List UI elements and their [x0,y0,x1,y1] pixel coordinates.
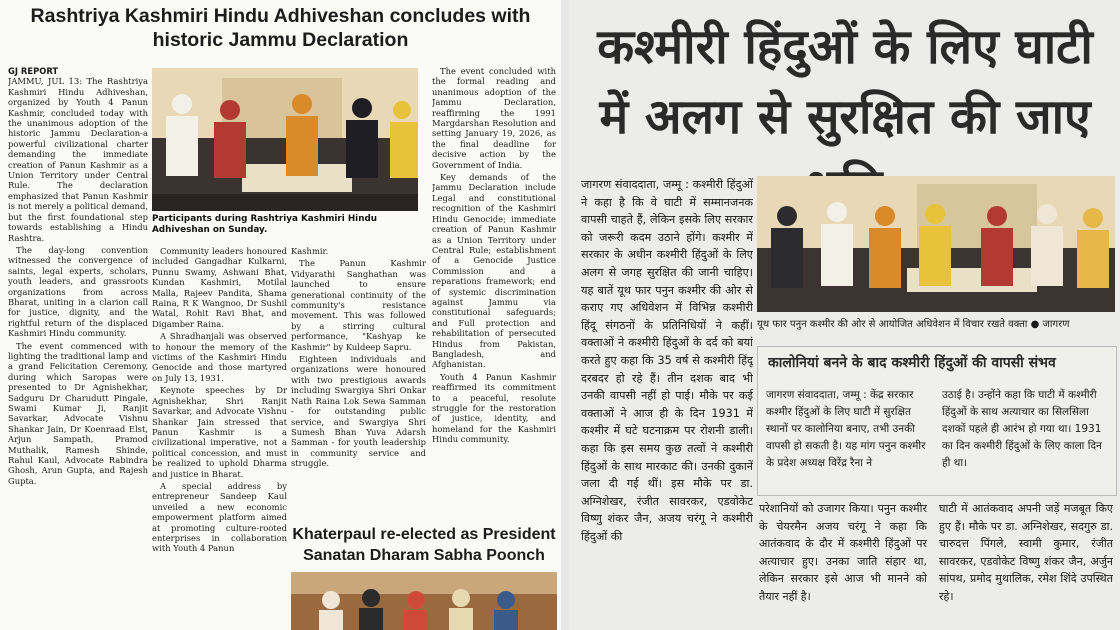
hindi-side-box [757,346,1117,496]
english-column-3 [291,246,426,520]
paragraph: The day-long convention witnessed the convergence of saints, legal experts, scholars, youth leaders, and grassroots organizations from across Bharat, uniting in a clarion call for justice, dignity, and the rightful return of the displaced Kashmiri Hindu community. [8,244,148,339]
english-column-4 [432,66,556,520]
poonch-photo [291,572,557,630]
paragraph: Community leaders honoured included Gangadhar Kulkarni, Punnu Swamy, Ashwani Bhat, Kundan Kashmiri, Motilal Malla, Rajeev Pandita, Shama Raina, R K Wangnoo, Dr Sushil Watal, Rohit Ravi Bhat, and Digamber Raina. [152,246,287,329]
event-photo [152,68,418,211]
paragraph: A Shradhanjali was observed to honour the memory of the victims of the Kashmiri Hindu Genocide and those martyred on July 13, 1931. [152,331,287,383]
group-illustration [291,572,557,630]
english-column-1 [8,66,148,626]
hindi-clipping [569,0,1120,630]
english-sub-headline: Khaterpaul re-elected as President Sanatan Dharam Sabha Poonch [292,526,556,564]
paragraph: Kashmir. [291,246,329,256]
hindi-bottom-column-1: परेशानियों को उजागर किया। पनुन कश्मीर के चेयरमैन अजय चरंगू ने कहा कि आतंकवाद के दौर में कश्मीरी हिंदुओं पर अत्याचार हुए। उनका जाति संहार था, लेकिन सरकार इसे आज भी मानने को तैयार नहीं है। [759,502,927,603]
paragraph: JAMMU, JUL 13: The Rashtriya Kashmiri Hindu Adhiveshan, organized by Youth 4 Panun Kashmir, concluded today with the unanimous adoption of the historic Jammu Declaration-a powerful civilizational charter demanding the immediate creation of Panun Kashmir as a Union Territory under Central Rule. The declaration emphasized that Panun Kashmir is not merely a political demand, but the first foundational step towards establishing a Hindu Rashtra. [8,76,148,243]
paragraph: The Panun Kashmir Vidyarathi Sanghathan was launched to ensure generational continuity of the community's resistance movement. This was followed by a stirring cultural performance, "Kashyap ke Kashmir" by Kuldeep Sapru. [291,258,426,352]
divider [561,0,569,630]
hindi-column-1 [581,176,753,630]
paragraph: The event concluded with the formal reading and unanimous adoption of the Jammu Declaration, reaffirming the 1991 Margdarshan Resolution and setting January 19, 2026, as the final deadline for decisive action by the Government of India. [432,66,556,170]
paragraph: Youth 4 Panun Kashmir reaffirmed its commitment to a peaceful, resolute struggle for the restoration of justice, identity, and homeland for the Kashmiri Hindu community. [432,371,556,445]
stage-illustration [152,68,418,211]
paragraph: Eighteen individuals and organizations were honoured with two prestigious awards including Swargiya Shri Onkar Nath Raina Lok Sewa Samman - for outstanding public service, and Swargiya Shri Sumesh Bhan Yuva Adarsh Samman - for youth leadership in community service and struggle. [291,354,426,469]
hindi-headline: कश्मीरी हिंदुओं के लिए घाटी में अलग से सुरक्षित की जाए [597,19,1093,145]
paragraph: The event commenced with lighting the traditional lamp and a grand Felicitation Ceremony, during which Saropas were presented to Dr Agnishekhar, Sadguru Dr Charudutt Pingale, Swami Kumar Ji, Ranjit Savarkar, Advocate Vishnu Shankar Jain, Dr Koenraad Elst, Arjun Sampath, Pramod Muthalik, Ramesh Shinde, Rahul Kaul, Advocate Rabindra Ghosh, Arun Gupta, and Rajesh Gupta. [8,340,148,486]
english-column-2 [152,246,287,626]
paragraph: Keynote speeches by Dr Agnishekhar, Shri Ranjit Savarkar, and Advocate Vishnu Shankar Jain stressed that Panun Kashmir is a civilizational imperative, not a political concession, and must be realized to uphold Dharma and justice in Bharat. [152,385,287,479]
paragraph: A special address by entrepreneur Sandeep Kaul unveiled a new economic empowerment platform aimed at promoting culture-rooted enterprises in collaboration with Youth 4 Panun [152,480,287,554]
english-photo-caption: Participants during Rashtriya Kashmiri Hindu Adhiveshan on Sunday. [152,214,378,235]
hindi-event-photo [757,176,1115,312]
english-headline: Rashtriya Kashmiri Hindu Adhiveshan concludes with historic Jammu Declaration [30,5,531,51]
stage-illustration [757,176,1115,312]
paragraph: जागरण संवाददाता, जम्मू : कश्मीरी हिंदुओं ने कहा है कि वे घाटी में सम्मानजनक वापसी चाहते हैं, लेकिन इसके लिए सरकार को जरूरी कदम उठाने होंगे। कश्मीर में सरकार के अधीन कश्मीरी हिंदुओं के लिए अलग से जगह सुरक्षित की जानी चाहिए। यह बातें यूथ फार पनुन कश्मीर की ओर से कराए गए अधिवेशन में विभिन्न कश्मीरी हिंदू संगठनों के प्रतिनिधियों ने कहीं। वक्ताओं ने कश्मीरी हिंदुओं के दर्द को बयां करते हुए कहा कि 35 वर्ष से कश्मीरी हिंदू दरबदर हो रहे हैं। तीन दशक बाद भी उनकी वापसी नहीं हो पाई। मौके पर कई वक्ताओं ने आज ही के दिन 1931 में कश्मीर में घटे घटनाक्रम पर रोशनी डाली। कहा कि इस समय कुछ तत्वों ने कश्मीरी हिंदुओं के साथ मारकाट की। उनकी दुकानें जला दी गई थीं। इस मौके पर डा. अग्निशेखर, रंजीत सावरकर, एडवोकेट विष्णु शंकर जैन, अजय चरंगू ने कश्मीरी हिंदुओं की [581,178,753,543]
hindi-bottom-column-2: घाटी में आतंकवाद अपनी जड़ें मजबूत किए हुए हैं। मौके पर डा. अग्निशेखर, सदगुरु डा. चारुदत्त पिंगले, स्वामी कुमार, रंजीत सावरकर, एडवोकेट विष्णु शंकर जैन, अर्जुन सांपथ, प्रमोद मुथालिक, रमेश शिंदे उपस्थित रहे। [939,502,1113,603]
paragraph: Key demands of the Jammu Declaration include Legal and constitutional recognition of the Kashmiri Hindu Genocide; immediate creation of Panun Kashmir as a Union Territory under Central Rule; establishment of a Genocide Justice Commission and a reparations framework; end of systemic discrimination against Jammu via constitutional safeguards; and Full protection and rehabilitation of persecuted Hindus from Pakistan, Bangladesh, and Afghanistan. [432,172,556,370]
hindi-photo-caption: यूथ फार पनुन कश्मीर की ओर से आयोजित अधिवेशन में विचार रखते वक्ता ● जागरण [757,319,1070,330]
hindi-box-column-2: उठाई है। उन्होंने कहा कि घाटी में कश्मीरी हिंदुओं के साथ अत्याचार का सिलसिला दशकों पहले ही आरंभ हो गया था। 1931 का दिन कश्मीरी हिंदुओं के लिए काला दिन ही था। [942,389,1102,469]
hindi-box-column-1: जागरण संवाददाता, जम्मू : केंद्र सरकार कश्मीर हिंदुओं के लिए घाटी में सुरक्षित स्थानों पर कालोनिया बनाए, तभी उनकी वापसी हो सकती है। यह मांग पनुन कश्मीर के प्रदेश अध्यक्ष विरेंद्र रैना ने [766,389,926,469]
hindi-sub-headline: कालोनियां बनने के बाद कश्मीरी हिंदुओं की वापसी संभव [768,355,1056,371]
byline: GJ REPORT [8,66,59,76]
